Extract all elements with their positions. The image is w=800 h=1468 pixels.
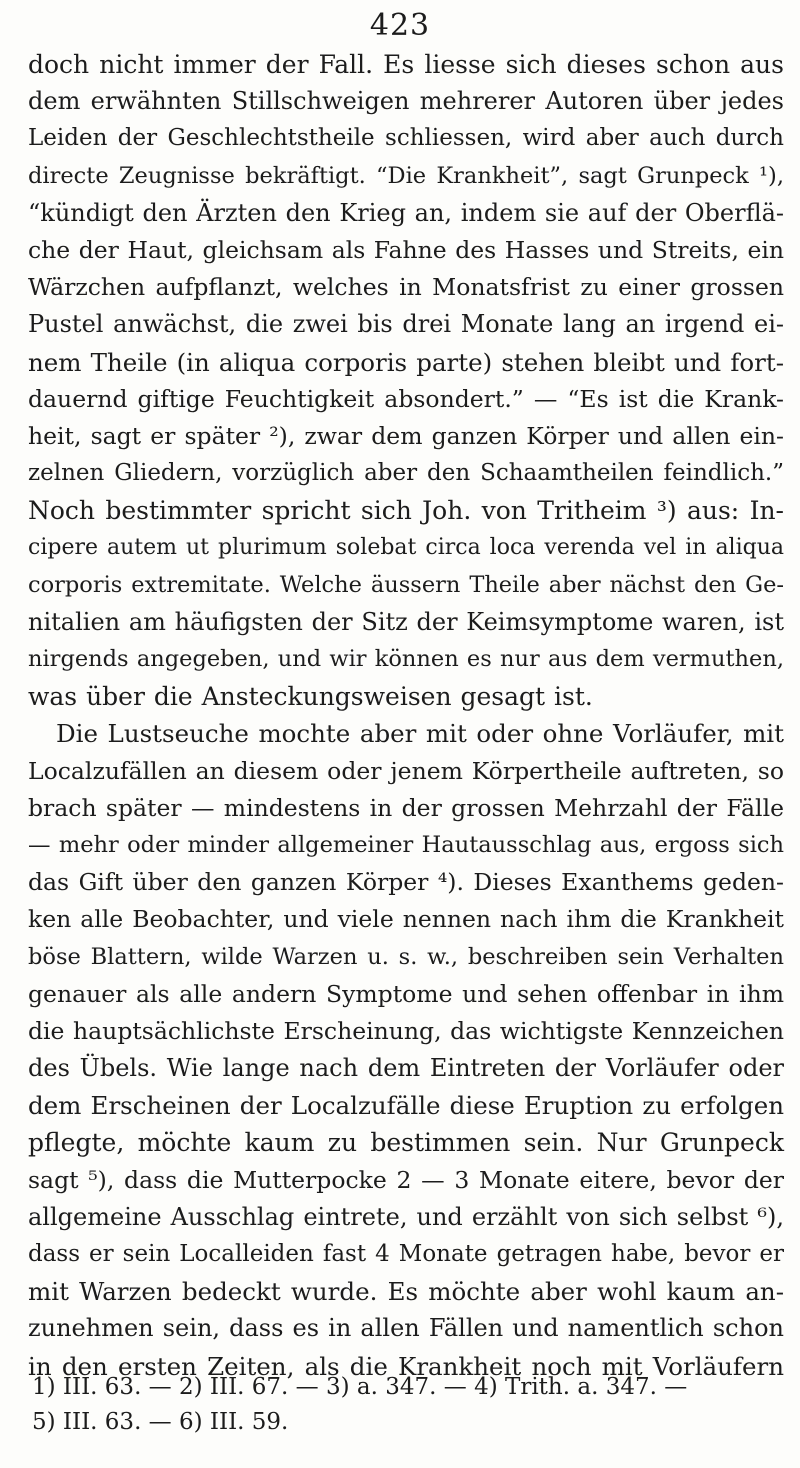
text-line: allgemeine Ausschlag eintrete, und erzählt von sich selbst ⁶), [28,1202,784,1231]
text-line: dass er sein Localleiden fast 4 Monate getragen habe, bevor er [28,1241,784,1267]
text-line: was über die Ansteckungsweisen gesagt ist. [28,682,593,712]
text-line: nem Theile (in aliqua corporis parte) stehen bleibt und fort- [28,347,784,377]
text-line: Wärzchen aufpflanzt, welches in Monatsfrist zu einer grossen [28,273,784,302]
page-number: 423 [369,8,431,43]
text-line: corporis extremitate. Welche äussern Theile aber nächst den Ge- [28,571,784,598]
text-line: dem erwähnten Stillschweigen mehrerer Autoren über jedes [28,87,784,116]
text-line: pflegte, möchte kaum zu bestimmen sein. Nur Grunpeck [28,1128,784,1158]
text-line: Noch bestimmter spricht sich Joh. von Tritheim ³) aus: In- [28,496,784,526]
text-line: heit, sagt er später ²), zwar dem ganzen Körper und allen ein- [28,421,784,450]
text-line: das Gift über den ganzen Körper ⁴). Dieses Exanthems geden- [28,868,784,897]
text-line: sagt ⁵), dass die Mutterpocke 2 — 3 Monate eitere, bevor der [28,1165,784,1194]
footnote-line: 5) III. 63. — 6) III. 59. [32,1409,289,1435]
text-line: die hauptsächlichste Erscheinung, das wichtigste Kennzeichen [28,1016,784,1045]
text-line: zelnen Gliedern, vorzüglich aber den Schaamtheilen feindlich.” [28,460,784,487]
text-line: brach später — mindestens in der grossen Mehrzahl der Fälle [28,793,784,822]
text-line: — mehr oder minder allgemeiner Hautausschlag aus, ergoss sich [28,831,784,858]
text-line: Localzufällen an diesem oder jenem Körpertheile auftreten, so [28,756,784,785]
text-line: nitalien am häufigsten der Sitz der Keimsymptome waren, ist [28,607,784,636]
footnotes [32,1370,784,1440]
text-line: dem Erscheinen der Localzufälle diese Eruption zu erfolgen [28,1091,784,1121]
text-line: dauernd giftige Feuchtigkeit absondert.” — “Es ist die Krank- [28,384,784,413]
text-line: mit Warzen bedeckt wurde. Es möchte aber wohl kaum an- [28,1277,784,1307]
text-line: genauer als alle andern Symptome und sehen offenbar in ihm [28,979,784,1008]
text-line: Pustel anwächst, die zwei bis drei Monate lang an irgend ei- [28,310,784,339]
text-line: des Übels. Wie lange nach dem Eintreten der Vorläufer oder [28,1054,784,1083]
body-text [28,46,784,1385]
text-line: in den ersten Zeiten, als die Krankheit noch mit Vorläufern [28,1351,784,1381]
text-line: ken alle Beobachter, und viele nennen nach ihm die Krankheit [28,905,784,934]
text-line: directe Zeugnisse bekräftigt. “Die Krankheit”, sagt Grunpeck ¹), [28,162,784,189]
text-line: doch nicht immer der Fall. Es liesse sich dieses schon aus [28,50,784,79]
text-line: böse Blattern, wilde Warzen u. s. w., beschreiben sein Verhalten [28,943,784,970]
text-line: Die Lustseuche mochte aber mit oder ohne Vorläufer, mit [56,719,784,749]
text-line: cipere autem ut plurimum solebat circa loca verenda vel in aliqua [28,535,784,561]
text-line: che der Haut, gleichsam als Fahne des Hasses und Streits, ein [28,235,784,264]
text-line: “kündigt den Ärzten den Krieg an, indem sie auf der Oberflä- [28,198,784,227]
text-line: nirgends angegeben, und wir können es nur aus dem vermuthen, [28,646,784,672]
text-line: Leiden der Geschlechtstheile schliessen, wird aber auch durch [28,125,784,152]
footnote-line: 1) III. 63. — 2) III. 67. — 3) a. 347. — 4) Trith. a. 347. — [32,1374,688,1400]
text-line: zunehmen sein, dass es in allen Fällen und namentlich schon [28,1314,784,1343]
